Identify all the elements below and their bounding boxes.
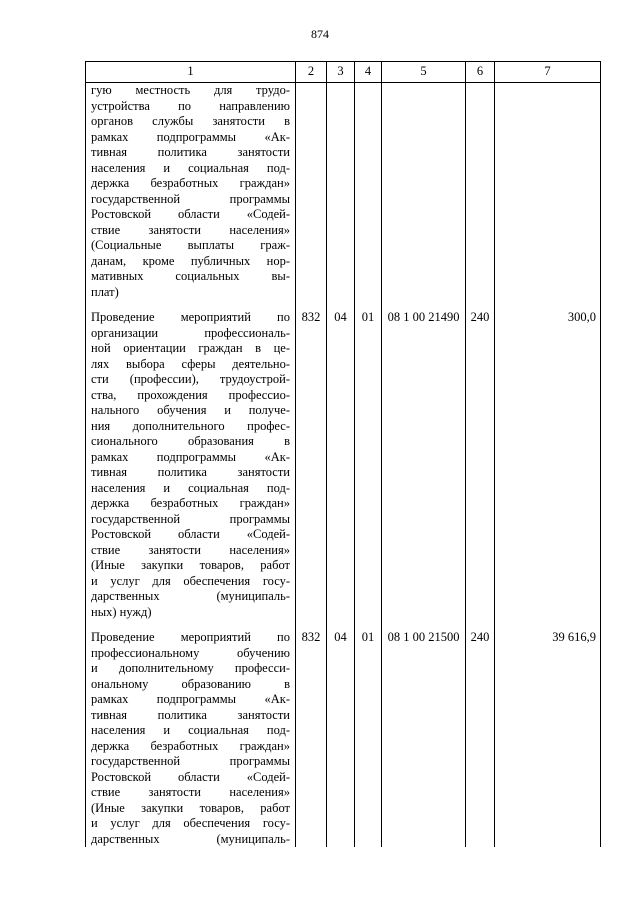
description-line: (Иные закупки товаров, работ bbox=[91, 558, 290, 572]
spacer-cell bbox=[296, 620, 327, 630]
row-description bbox=[86, 310, 296, 620]
description-line: Проведение мероприятий по bbox=[91, 630, 290, 644]
description-line: держка безработных граждан» bbox=[91, 496, 290, 510]
budget-table bbox=[85, 61, 601, 847]
spacer-cell bbox=[382, 300, 466, 310]
row-description bbox=[86, 83, 296, 301]
ministry-code: 832 bbox=[296, 310, 327, 620]
spacer-cell bbox=[495, 620, 601, 630]
description-line: (Иные закупки товаров, работ bbox=[91, 800, 290, 815]
description-line: профессиональному обучению bbox=[91, 645, 290, 660]
subsection-code: 01 bbox=[355, 630, 382, 847]
description-line: сти (профессии), трудоустрой- bbox=[91, 372, 290, 386]
header-col-5: 5 bbox=[382, 62, 466, 83]
description-line: данам, кроме публичных нор- bbox=[91, 253, 290, 268]
description-line: ства, прохождения профессио- bbox=[91, 387, 290, 402]
spacer-cell bbox=[466, 620, 495, 630]
description-line: тивная политика занятости bbox=[91, 707, 290, 722]
description-line: нального обучения и получе- bbox=[91, 403, 290, 417]
description-line: рамках подпрограммы «Ак- bbox=[91, 692, 290, 706]
description-line: рамках подпрограммы «Ак- bbox=[91, 449, 290, 464]
header-row bbox=[86, 62, 601, 83]
row-description bbox=[86, 630, 296, 847]
description-line: Ростовской области «Содей- bbox=[91, 769, 290, 784]
description-line: ния дополнительного профес- bbox=[91, 418, 290, 433]
amount-value: 39 616,9 bbox=[495, 630, 601, 847]
table-row bbox=[86, 310, 601, 620]
section-code: 04 bbox=[327, 630, 355, 847]
description-line: Ростовской области «Содей- bbox=[91, 207, 290, 221]
description-line: Ростовской области «Содей- bbox=[91, 527, 290, 541]
spacer-cell bbox=[495, 300, 601, 310]
expense-type-code: 240 bbox=[466, 310, 495, 620]
spacer-cell bbox=[86, 620, 296, 630]
description-line: и услуг для обеспечения госу- bbox=[91, 816, 290, 830]
ministry-code: 832 bbox=[296, 630, 327, 847]
target-article-code bbox=[382, 83, 466, 301]
table-row bbox=[86, 630, 601, 847]
description-line: устройства по направлению bbox=[91, 98, 290, 113]
description-line: мативных социальных вы- bbox=[91, 269, 290, 283]
description-line: держка безработных граждан» bbox=[91, 176, 290, 190]
description-line: тивная политика занятости bbox=[91, 465, 290, 479]
expense-type-code bbox=[466, 83, 495, 301]
description-line: Проведение мероприятий по bbox=[91, 310, 290, 324]
subsection-code: 01 bbox=[355, 310, 382, 620]
expense-type-code: 240 bbox=[466, 630, 495, 847]
description-line: гую местность для трудо- bbox=[91, 83, 290, 97]
description-line: дарственных (муниципаль- bbox=[91, 831, 290, 846]
section-code: 04 bbox=[327, 310, 355, 620]
description-line: государственной программы bbox=[91, 754, 290, 768]
description-line: лях выбора сферы деятельно- bbox=[91, 356, 290, 371]
spacer-cell bbox=[355, 300, 382, 310]
spacer-cell bbox=[327, 300, 355, 310]
spacer-cell bbox=[466, 300, 495, 310]
header-col-4: 4 bbox=[355, 62, 382, 83]
description-line: тивная политика занятости bbox=[91, 145, 290, 159]
description-line: ной ориентации граждан в це- bbox=[91, 341, 290, 355]
description-line: плат) bbox=[91, 284, 119, 299]
description-line: ствие занятости населения» bbox=[91, 222, 290, 237]
section-code bbox=[327, 83, 355, 301]
amount-value: 300,0 bbox=[495, 310, 601, 620]
header-col-6: 6 bbox=[466, 62, 495, 83]
table-row bbox=[86, 83, 601, 301]
spacer-cell bbox=[355, 620, 382, 630]
description-line: ональному образованию в bbox=[91, 676, 290, 691]
description-line: держка безработных граждан» bbox=[91, 738, 290, 753]
description-line: (Социальные выплаты граж- bbox=[91, 238, 290, 252]
ministry-code bbox=[296, 83, 327, 301]
description-line: и дополнительному професси- bbox=[91, 661, 290, 675]
row-spacer bbox=[86, 620, 601, 630]
page-number: 874 bbox=[311, 27, 329, 41]
target-article-code: 08 1 00 21490 bbox=[382, 310, 466, 620]
subsection-code bbox=[355, 83, 382, 301]
description-line: населения и социальная под- bbox=[91, 723, 290, 737]
header-col-3: 3 bbox=[327, 62, 355, 83]
description-line: ствие занятости населения» bbox=[91, 785, 290, 799]
description-line: государственной программы bbox=[91, 191, 290, 206]
row-spacer bbox=[86, 300, 601, 310]
description-line: дарственных (муниципаль- bbox=[91, 589, 290, 603]
header-col-7: 7 bbox=[495, 62, 601, 83]
spacer-cell bbox=[86, 300, 296, 310]
description-line: ствие занятости населения» bbox=[91, 542, 290, 557]
spacer-cell bbox=[382, 620, 466, 630]
amount-value bbox=[495, 83, 601, 301]
description-line: населения и социальная под- bbox=[91, 480, 290, 495]
description-line: ных) нужд) bbox=[91, 604, 152, 619]
description-line: населения и социальная под- bbox=[91, 160, 290, 175]
header-col-1: 1 bbox=[86, 62, 296, 83]
description-line: сионального образования в bbox=[91, 434, 290, 448]
description-line: государственной программы bbox=[91, 511, 290, 526]
description-line: и услуг для обеспечения госу- bbox=[91, 573, 290, 588]
spacer-cell bbox=[327, 620, 355, 630]
description-line: рамках подпрограммы «Ак- bbox=[91, 129, 290, 144]
description-line: органов службы занятости в bbox=[91, 114, 290, 128]
description-line: организации профессиональ- bbox=[91, 325, 290, 340]
spacer-cell bbox=[296, 300, 327, 310]
target-article-code: 08 1 00 21500 bbox=[382, 630, 466, 847]
header-col-2: 2 bbox=[296, 62, 327, 83]
